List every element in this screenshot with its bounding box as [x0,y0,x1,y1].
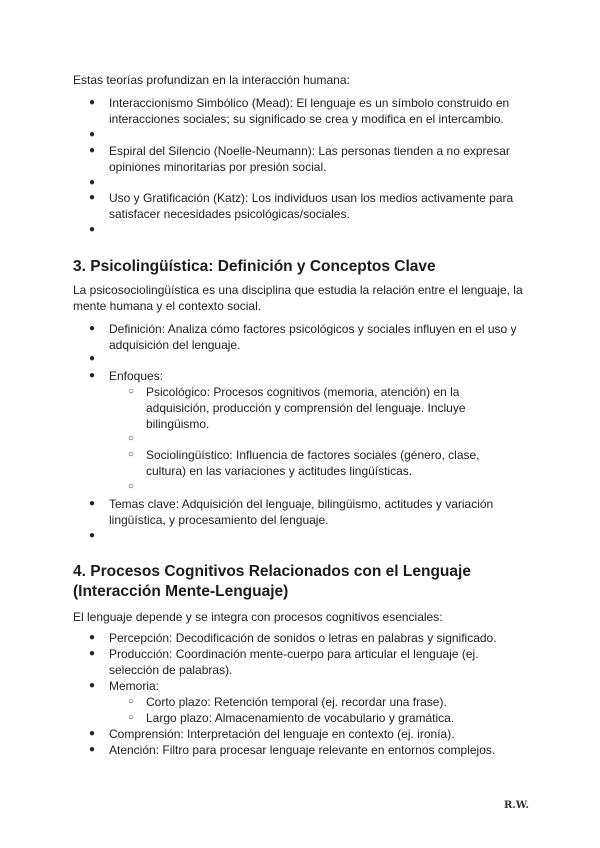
sublist-item-memoria: Corto plazo: Retención temporal (ej. recordar una frase). [146,695,447,709]
bullet-circle: ○ [128,386,135,397]
signature: R.W. [504,800,529,811]
list-item-theory: Espiral del Silencio (Noelle-Neumann): Las personas tienden a no expresar opiniones minoritarias por presión social. [109,144,510,174]
bullet-circle: ○ [128,433,135,444]
sublist-item-enfoque: Sociolingüístico: Influencia de factores sociales (género, clase, cultura) en las variaciones y actitudes lingüísticas. [146,448,480,478]
list-item-temas: Temas clave: Adquisición del lenguaje, bilingüismo, actitudes y variación lingüística, y procesamiento del lenguaje. [109,497,494,527]
sublist-item-memoria: Largo plazo: Almacenamiento de vocabulario y gramática. [146,711,455,725]
list-item-process: Memoria: [109,679,160,693]
bullet-disc: ● [89,145,96,156]
bullet-disc: ● [89,728,96,739]
section-3-paragraph: La psicosociolingüística es una disciplina que estudia la relación entre el lenguaje, la mente humana y el contexto social. [73,283,523,313]
bullet-disc: ● [89,744,96,755]
bullet-disc: ● [89,97,96,108]
list-item-theory: Interaccionismo Simbólico (Mead): El lenguaje es un símbolo construido en interacciones sociales; su significado se crea y modifica en el intercambio. [109,96,510,126]
bullet-disc: ● [89,680,96,691]
list-item-process: Atención: Filtro para procesar lenguaje relevante en entornos complejos. [109,743,496,757]
bullet-circle: ○ [128,712,135,723]
bullet-disc: ● [89,353,96,364]
sublist-item-enfoque: Psicológico: Procesos cognitivos (memoria, atención) en la adquisición, producción y comprensión del lenguaje. Incluye bilingüismo. [146,385,466,431]
list-item-process: Percepción: Decodificación de sonidos o letras en palabras y significado. [109,631,497,645]
section-4-heading: 4. Procesos Cognitivos Relacionados con el Lenguaje (Interacción Mente-Lenguaje) [73,563,471,600]
bullet-disc: ● [89,129,96,140]
list-item-process: Producción: Coordinación mente-cuerpo para articular el lenguaje (ej. selección de palabras). [109,647,479,677]
bullet-circle: ○ [128,481,135,492]
bullet-disc: ● [89,648,96,659]
bullet-circle: ○ [128,449,135,460]
section-4-paragraph: El lenguaje depende y se integra con procesos cognitivos esenciales: [73,610,443,624]
bullet-disc: ● [89,192,96,203]
bullet-disc: ● [89,323,96,334]
bullet-disc: ● [89,632,96,643]
list-item-enfoques: Enfoques: [109,369,164,383]
intro-text: Estas teorías profundizan en la interacción humana: [73,73,350,87]
bullet-disc: ● [89,177,96,188]
bullet-disc: ● [89,224,96,235]
bullet-circle: ○ [128,696,135,707]
bullet-disc: ● [89,370,96,381]
bullet-disc: ● [89,498,96,509]
section-3-heading: 3. Psicolingüística: Definición y Conceptos Clave [73,258,436,275]
list-item-definition: Definición: Analiza cómo factores psicológicos y sociales influyen en el uso y adquisición del lenguaje. [109,322,517,352]
list-item-process: Comprensión: Interpretación del lenguaje en contexto (ej. ironía). [109,727,455,741]
bullet-disc: ● [89,530,96,541]
list-item-theory: Uso y Gratificación (Katz): Los individuos usan los medios activamente para satisfacer necesidades psicológicas/sociales. [109,191,514,221]
